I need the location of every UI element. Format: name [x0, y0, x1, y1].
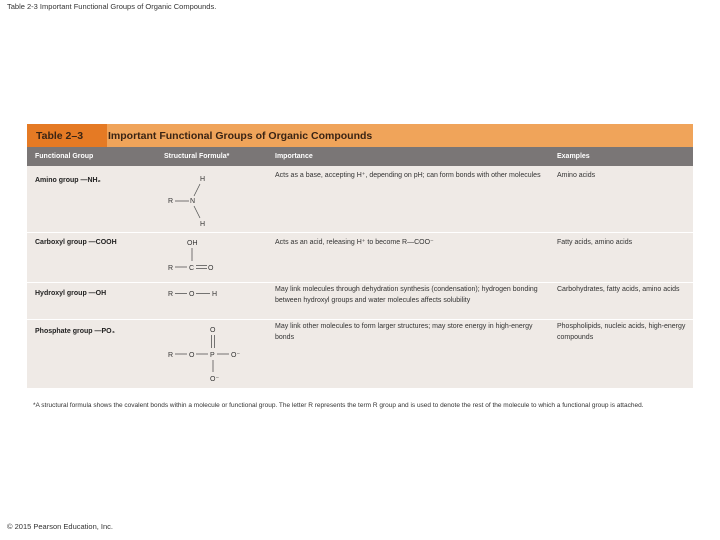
group-name-phosphate: Phosphate group —PO₄	[35, 328, 115, 335]
formula-atom: R	[168, 291, 174, 298]
formula-atom: OH	[187, 240, 198, 247]
group-name-carboxyl: Carboxyl group —COOH	[35, 239, 117, 246]
formula-atom: O	[189, 291, 195, 298]
table-row-carboxyl	[27, 233, 693, 282]
table-header-bar	[27, 124, 693, 147]
formula-atom: R	[168, 352, 174, 359]
formula-atom: H	[200, 176, 206, 183]
formula-atom: C	[189, 265, 195, 272]
importance-amino: Acts as a base, accepting H⁺, depending on pH; can form bonds with other molecules	[275, 172, 541, 179]
group-name-amino: Amino group —NH₂	[35, 177, 101, 184]
formula-atom: O	[189, 352, 195, 359]
formula-atom: N	[190, 198, 196, 205]
table-row-phosphate	[27, 320, 693, 386]
formula-hydroxyl	[163, 285, 233, 301]
table-footnote: *A structural formula shows the covalent bonds within a molecule or functional group. The letter R represents the term R group and is used to denote the rest of the molecule to which a functional group is attached.	[33, 402, 644, 409]
col-header-formula: Structural Formula*	[164, 153, 230, 160]
slide-title: Table 2-3 Important Functional Groups of Organic Compounds.	[7, 2, 217, 11]
col-header-group: Functional Group	[35, 153, 94, 160]
importance-hydroxyl: May link molecules through dehydration synthesis (condensation); hydrogen bonding between hydroxyl groups and water molecules affects solubility	[275, 286, 538, 304]
formula-phosphate	[163, 322, 253, 386]
table-title: Important Functional Groups of Organic Compounds	[108, 129, 373, 142]
table-row-hydroxyl	[27, 283, 693, 319]
formula-atom: P	[210, 352, 215, 359]
group-name-hydroxyl: Hydroxyl group —OH	[35, 290, 107, 297]
formula-atom: O	[208, 265, 214, 272]
importance-carboxyl: Acts as an acid, releasing H⁺ to become R—COO⁻	[275, 239, 434, 246]
examples-hydroxyl: Carbohydrates, fatty acids, amino acids	[557, 286, 680, 293]
examples-amino: Amino acids	[557, 172, 596, 179]
formula-atom: H	[200, 221, 206, 228]
functional-groups-table	[27, 124, 693, 388]
formula-atom: R	[168, 265, 174, 272]
formula-atom: O	[210, 327, 216, 334]
formula-atom: O⁻	[210, 376, 220, 383]
column-headers	[27, 147, 693, 166]
formula-atom: O⁻	[231, 352, 241, 359]
col-header-examples: Examples	[557, 153, 590, 160]
table-number: Table 2–3	[27, 124, 107, 147]
col-header-importance: Importance	[275, 153, 313, 160]
formula-amino	[163, 172, 233, 228]
examples-phosphate: Phospholipids, nucleic acids, high-energy compounds	[557, 323, 686, 341]
copyright-footer: © 2015 Pearson Education, Inc.	[7, 522, 114, 531]
importance-phosphate: May link other molecules to form larger structures; may store energy in high-energy bonds	[275, 323, 533, 341]
examples-carboxyl: Fatty acids, amino acids	[557, 239, 633, 246]
table-row-amino	[27, 166, 693, 232]
formula-atom: H	[212, 291, 218, 298]
formula-carboxyl	[163, 235, 233, 279]
formula-atom: R	[168, 198, 174, 205]
